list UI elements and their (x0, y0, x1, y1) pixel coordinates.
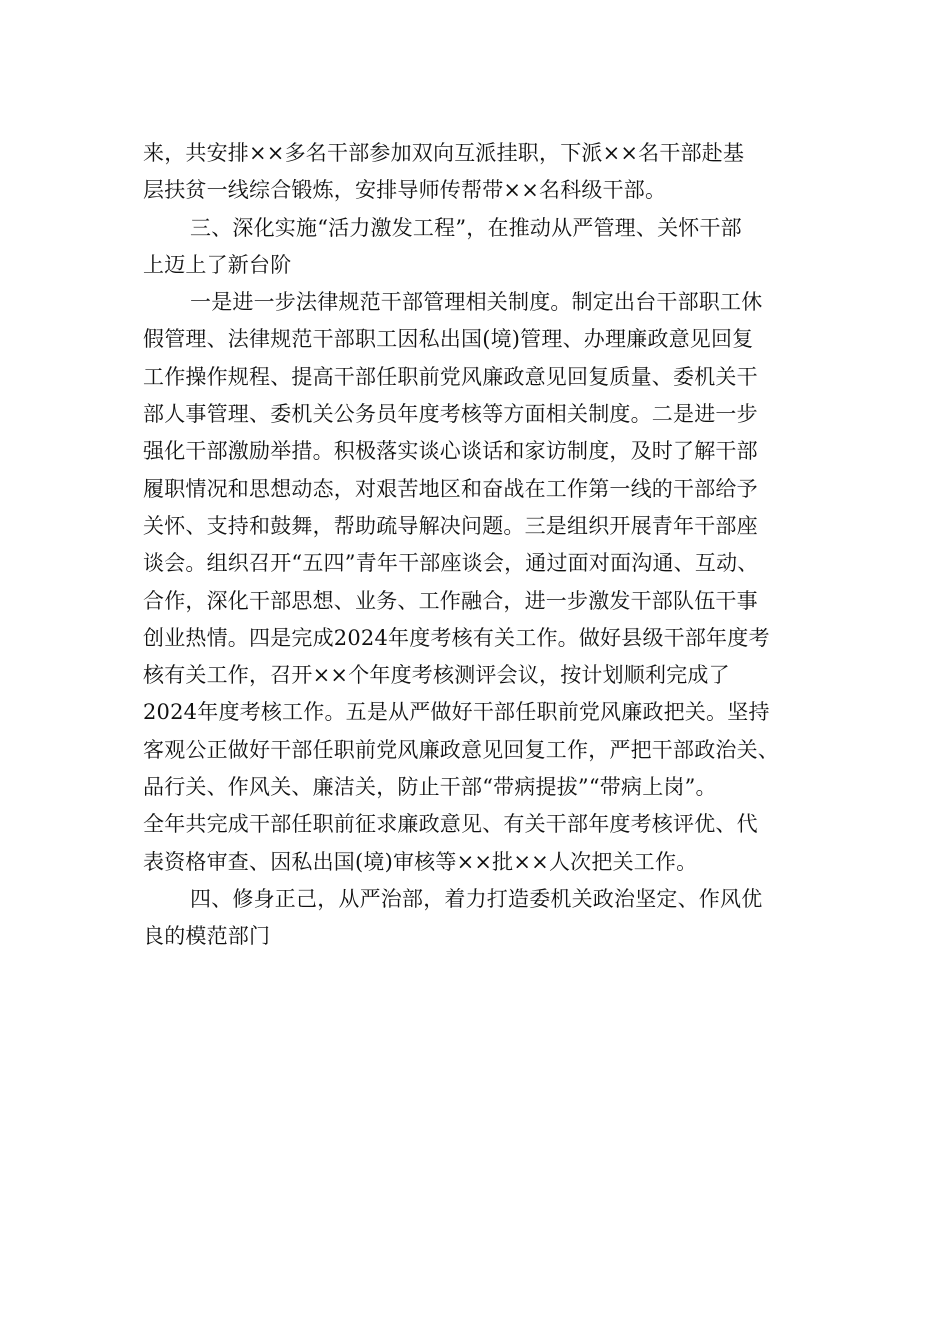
text-line: 客观公正做好干部任职前党风廉政意见回复工作，严把干部政治关、 (143, 737, 779, 762)
section-heading-4-continued: 良的模范部门 (143, 924, 271, 949)
text-line: 谈会。组织召开“五四”青年干部座谈会，通过面对面沟通、互动、 (143, 551, 759, 576)
text-line: 全年共完成干部任职前征求廉政意见、有关干部年度考核评优、代 (143, 812, 758, 837)
text-line: 部人事管理、委机关公务员年度考核等方面相关制度。二是进一步 (143, 402, 758, 427)
text-line: 核有关工作，召开××个年度考核测评会议，按计划顺利完成了 (143, 663, 730, 688)
text-line: 关怀、支持和鼓舞，帮助疏导解决问题。三是组织开展青年干部座 (143, 513, 758, 538)
text-line: 品行关、作风关、廉洁关，防止干部“带病提拔”“带病上岗”。 (143, 775, 717, 800)
section-heading-4: 四、修身正己，从严治部，着力打造委机关政治坚定、作风优 (190, 886, 763, 911)
text-line: 创业热情。四是完成2024年度考核有关工作。做好县级干部年度考 (143, 625, 770, 650)
text-line: 2024年度考核工作。五是从严做好干部任职前党风廉政把关。坚持 (143, 700, 770, 725)
text-line: 履职情况和思想动态，对艰苦地区和奋战在工作第一线的干部给予 (143, 476, 758, 501)
text-line: 一是进一步法律规范干部管理相关制度。制定出台干部职工休 (190, 290, 763, 315)
section-heading-3-continued: 上迈上了新台阶 (143, 252, 292, 277)
text-line: 强化干部激励举措。积极落实谈心谈话和家访制度，及时了解干部 (143, 439, 758, 464)
text-line: 工作操作规程、提高干部任职前党风廉政意见回复质量、委机关干 (143, 364, 758, 389)
text-line: 层扶贫一线综合锻炼，安排导师传帮带××名科级干部。 (143, 178, 667, 203)
section-heading-3: 三、深化实施“活力激发工程”，在推动从严管理、关怀干部 (190, 215, 742, 240)
text-line: 来，共安排××多名干部参加双向互派挂职，下派××名干部赴基 (143, 141, 745, 165)
text-line: 表资格审查、因私出国(境)审核等××批××人次把关工作。 (143, 849, 698, 874)
text-line: 假管理、法律规范干部职工因私出国(境)管理、办理廉政意见回复 (143, 327, 754, 352)
text-line: 合作，深化干部思想、业务、工作融合，进一步激发干部队伍干事 (143, 588, 758, 613)
document-body (143, 135, 833, 956)
